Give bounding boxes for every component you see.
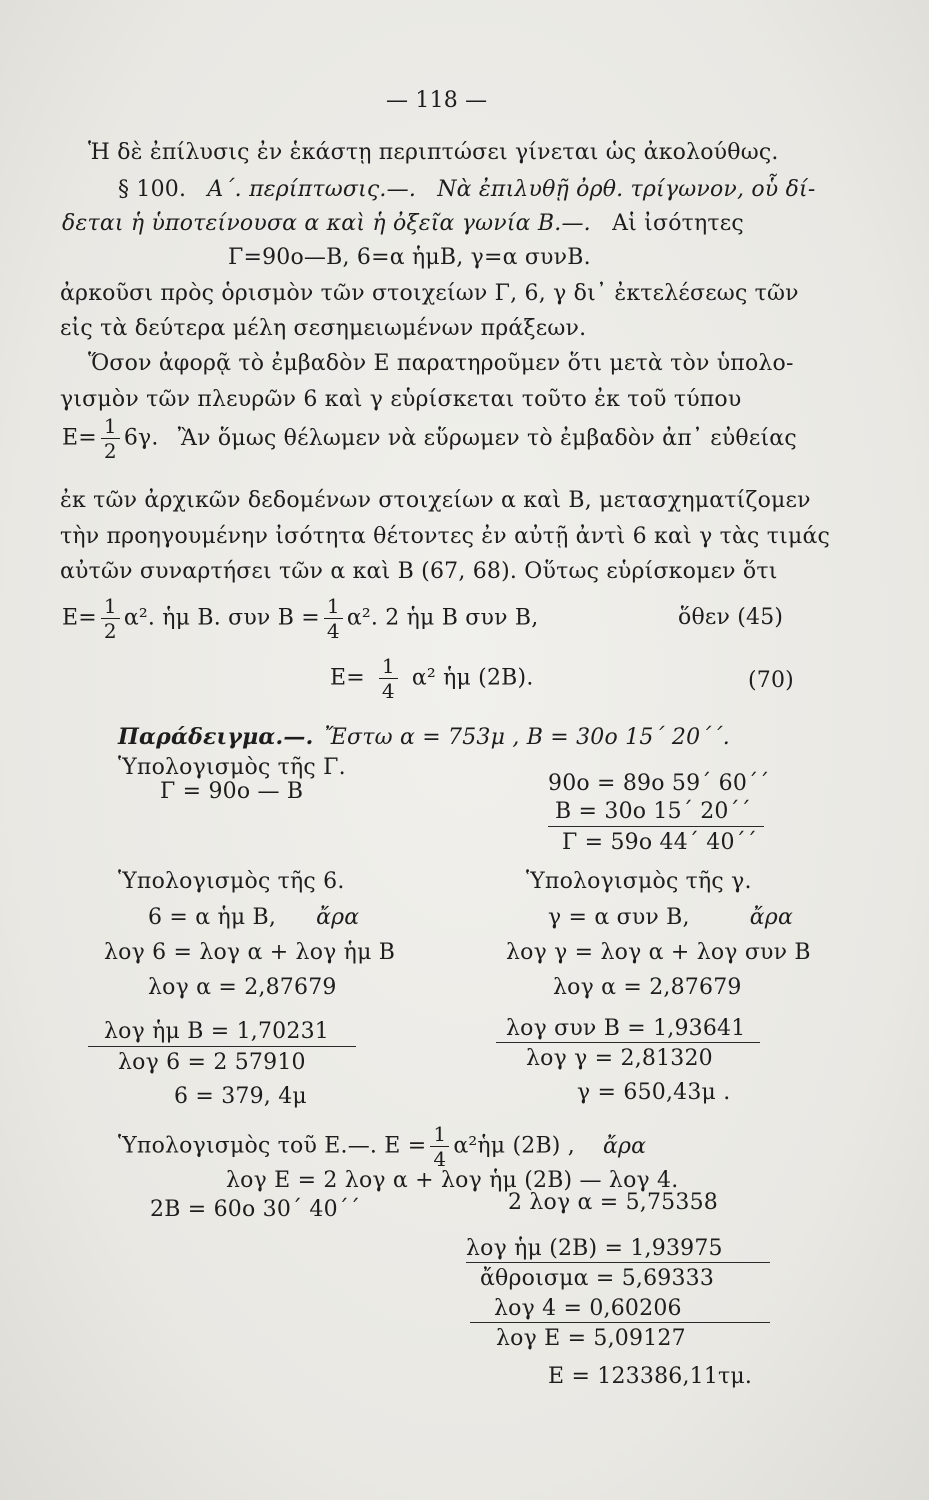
calc-line: 90ο = 89ο 59΄ 60΄΄: [548, 771, 770, 796]
calc-line: λογ α = 2,87679: [553, 975, 742, 1000]
text-line: Ἡ δὲ ἐπίλυσις ἐν ἑκάστῃ περιπτώσει γίνεται ὡς ἀκολούθως.: [88, 140, 779, 165]
calc-line: 6 = α ἡμ Β, ἄρα: [148, 905, 360, 930]
formula-line: Ε= $\frac{1}{2}$ 6γ. Ἂν ὅμως θέλωμεν νὰ εὕρωμεν τὸ ἐμβαδὸν ἀπ᾽ εὐθείας: [62, 414, 797, 463]
calc-line: λογ ἡμ Β = 1,70231: [104, 1019, 329, 1044]
formula-line: Ε= $\frac{1}{2}$ α². ἡμ Β. συν Β = $\frac{1}{4}$ α². 2 ἡμ Β συν Β,: [62, 594, 539, 643]
calc-line: 2Β = 60ο 30΄ 40΄΄: [150, 1197, 361, 1222]
calc-line: 6 = 379, 4μ: [174, 1084, 307, 1109]
calc-line: λογ γ = λογ α + λογ συν Β: [506, 940, 811, 965]
sum-rule: [466, 1262, 770, 1263]
formula-line: Ε= $\frac{1}{4}$ α² ἡμ (2Β).: [330, 654, 534, 703]
heading: Ὑπολογισμὸς τῆς 6.: [118, 869, 345, 894]
formula-line: Γ=90ο—Β, 6=α ἡμΒ, γ=α συνΒ.: [228, 245, 591, 270]
text-line: τὴν προηγουμένην ἰσότητα θέτοντες ἐν αὐτῇ ἀντὶ 6 καὶ γ τὰς τιμάς: [60, 524, 831, 549]
text-line: ἀρκοῦσι πρὸς ὁρισμὸν τῶν στοιχείων Γ, 6, γ δι᾽ ἐκτελέσεως τῶν: [60, 281, 799, 306]
sum-rule: [496, 1042, 760, 1043]
calc-line: λογ Ε = 5,09127: [496, 1326, 686, 1351]
calc-line: ἄθροισμα = 5,69333: [480, 1266, 715, 1291]
text-line: γισμὸν τῶν πλευρῶν 6 καὶ γ εὑρίσκεται τοῦτο ἐκ τοῦ τύπου: [60, 387, 742, 412]
heading: Ὑπολογισμὸς τῆς Γ.: [118, 755, 346, 780]
calc-line: λογ ἡμ (2Β) = 1,93975: [466, 1236, 723, 1261]
text-line: δεται ἡ ὑποτείνουσα α καὶ ἡ ὀξεῖα γωνία Β.—. Αἱ ἰσότητες: [62, 211, 744, 236]
formula-line: Γ = 90ο — Β: [160, 779, 304, 804]
calc-line: λογ 6 = 2 57910: [118, 1050, 306, 1075]
section-number: § 100. Α΄. περίπτωσις.—. Νὰ ἐπιλυθῇ ὀρθ. τρίγωνον, οὗ δί-: [118, 177, 816, 202]
calc-line: Γ = 59ο 44΄ 40΄΄: [562, 830, 758, 855]
calc-line: 2 λογ α = 5,75358: [508, 1190, 718, 1215]
calc-line: λογ 4 = 0,60206: [494, 1296, 682, 1321]
calc-line: λογ α = 2,87679: [148, 975, 337, 1000]
text-line: εἰς τὰ δεύτερα μέλη σεσημειωμένων πράξεων.: [60, 316, 587, 341]
text-line: ἐκ τῶν ἀρχικῶν δεδομένων στοιχείων α καὶ Β, μετασχηματίζομεν: [60, 488, 811, 513]
calc-line: λογ Ε = 2 λογ α + λογ ἡμ (2Β) — λογ 4.: [226, 1168, 679, 1193]
equation-number: (70): [748, 668, 794, 693]
text-line: αὐτῶν συναρτήσει τῶν α καὶ Β (67, 68). Οὕτως εὑρίσκομεν ὅτι: [60, 559, 778, 584]
text-line: Ὅσον ἀφορᾷ τὸ ἐμβαδὸν Ε παρατηροῦμεν ὅτι μετὰ τὸν ὑπολο-: [88, 351, 794, 376]
calc-line: Ε = 123386,11τμ.: [548, 1364, 753, 1389]
calc-line: γ = α συν Β, ἄρα: [548, 905, 793, 930]
calc-line: λογ 6 = λογ α + λογ ἡμ Β: [104, 940, 396, 965]
sum-rule: [548, 826, 764, 827]
calc-line: λογ συν Β = 1,93641: [506, 1016, 746, 1041]
calc-line: λογ γ = 2,81320: [526, 1046, 713, 1071]
calc-line: Β = 30ο 15΄ 20΄΄: [555, 799, 752, 824]
sum-rule: [88, 1046, 356, 1047]
sum-rule: [470, 1322, 770, 1323]
reference: ὅθεν (45): [678, 605, 784, 630]
calc-line: γ = 650,43μ .: [577, 1080, 731, 1105]
formula-line: Ὑπολογισμὸς τοῦ Ε.—. Ε = $\frac{1}{4}$ α²ἡμ (2Β) , ἄρα: [118, 1122, 647, 1171]
page-number: — 118 —: [386, 88, 488, 113]
heading: Ὑπολογισμὸς τῆς γ.: [526, 869, 752, 894]
example-line: Παράδειγμα.—. Ἔστω α = 753μ , Β = 30ο 15΄ 20΄΄.: [118, 724, 730, 750]
